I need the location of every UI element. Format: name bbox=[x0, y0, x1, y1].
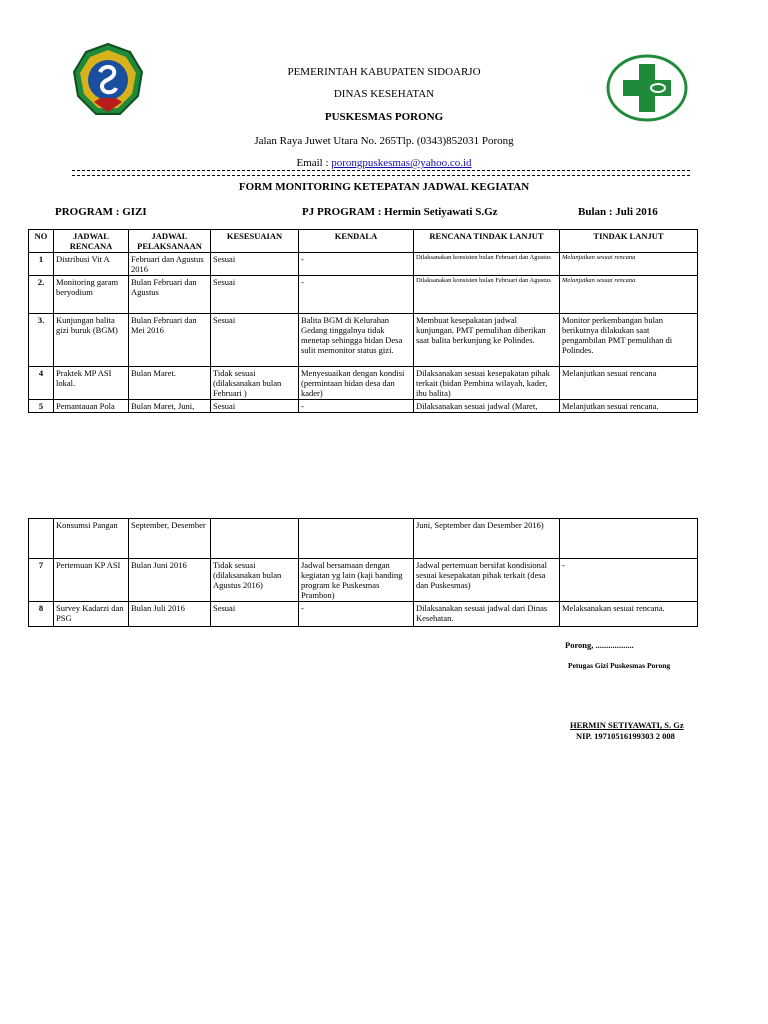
cell-tl: Melanjutkan sesuai rencana. bbox=[560, 400, 698, 413]
cell-pelaksanaan: Februari dan Agustus 2016 bbox=[129, 253, 211, 276]
cell-tl: Melanjutkan sesuai rencana bbox=[560, 367, 698, 400]
cell-tl: Melaksanakan sesuai rencana. bbox=[560, 602, 698, 627]
cell-rtl: Jadwal pertemuan bersifat kondisional sesuai kesepakatan pihak terkait (desa dan Puskesmas) bbox=[414, 559, 560, 602]
cell-no: 7 bbox=[29, 559, 54, 602]
cell-rtl: Juni, September dan Desember 2016) bbox=[414, 519, 560, 559]
col-header-kesesuaian: KESESUAIAN bbox=[211, 230, 299, 253]
cell-kesesuaian: Sesuai bbox=[211, 276, 299, 314]
cell-kendala: Menyesuaikan dengan kondisi (permintaan bidan desa dan kader) bbox=[299, 367, 414, 400]
cell-rencana: Pertemuan KP ASI bbox=[54, 559, 129, 602]
table-row bbox=[29, 519, 698, 559]
cell-no: 2. bbox=[29, 276, 54, 314]
cell-rencana: Distribusi Vit A bbox=[54, 253, 129, 276]
cell-tl: Melanjutkan sesuai rencana bbox=[560, 276, 698, 314]
cell-rencana: Kunjungan balita gizi buruk (BGM) bbox=[54, 314, 129, 367]
col-header-tindak-lanjut: TINDAK LANJUT bbox=[560, 230, 698, 253]
table-row bbox=[29, 559, 698, 602]
cell-kendala bbox=[299, 519, 414, 559]
cell-tl: - bbox=[560, 559, 698, 602]
cell-tl: Melanjutkan sesuai rencana bbox=[560, 253, 698, 276]
cell-rtl: Dilaksanakan sesuai jadwal (Maret, bbox=[414, 400, 560, 413]
cell-kesesuaian bbox=[211, 519, 299, 559]
cell-pelaksanaan: Bulan Maret. bbox=[129, 367, 211, 400]
cell-pelaksanaan: Bulan Februari dan Mei 2016 bbox=[129, 314, 211, 367]
cell-kesesuaian: Sesuai bbox=[211, 602, 299, 627]
cell-kesesuaian: Tidak sesuai (dilaksanakan bulan Februari ) bbox=[211, 367, 299, 400]
cell-pelaksanaan: September, Desember bbox=[129, 519, 211, 559]
signature-place-date: Porong, .................. bbox=[565, 640, 634, 650]
cell-rencana: Monitoring garam beryodium bbox=[54, 276, 129, 314]
cell-rtl: Dilaksanakan konsisten bulan Februari dan Agustus bbox=[414, 253, 560, 276]
col-header-no: NO bbox=[29, 230, 54, 253]
program-label: PROGRAM : GIZI bbox=[55, 206, 147, 218]
col-header-jadwal-pelaksanaan: JADWAL PELAKSANAAN bbox=[129, 230, 211, 253]
table-row bbox=[29, 253, 698, 276]
cell-rencana: Pemantauan Pola bbox=[54, 400, 129, 413]
col-header-rencana-tindak-lanjut: RENCANA TINDAK LANJUT bbox=[414, 230, 560, 253]
cell-kendala: - bbox=[299, 602, 414, 627]
signature-role: Petugas Gizi Puskesmas Porong bbox=[568, 661, 671, 670]
cell-no: 5 bbox=[29, 400, 54, 413]
email-label: Email : bbox=[296, 157, 332, 169]
table-row bbox=[29, 367, 698, 400]
header-puskesmas: PUSKESMAS PORONG bbox=[324, 111, 444, 123]
form-title: FORM MONITORING KETEPATAN JADWAL KEGIATAN bbox=[238, 181, 530, 193]
cell-no: 8 bbox=[29, 602, 54, 627]
cell-kendala: - bbox=[299, 253, 414, 276]
monitoring-table-continued bbox=[28, 518, 698, 627]
cell-no: 3. bbox=[29, 314, 54, 367]
cell-rencana: Praktek MP ASI lokal. bbox=[54, 367, 129, 400]
cell-no bbox=[29, 519, 54, 559]
cell-kesesuaian: Sesuai bbox=[211, 400, 299, 413]
cell-no: 1 bbox=[29, 253, 54, 276]
separator-line bbox=[72, 170, 690, 176]
sidoarjo-emblem-logo bbox=[70, 42, 146, 118]
col-header-jadwal-rencana: JADWAL RENCANA bbox=[54, 230, 129, 253]
table-row bbox=[29, 276, 698, 314]
cell-rtl: Dilaksanakan sesuai jadwal dari Dinas Kesehatan. bbox=[414, 602, 560, 627]
cell-rtl: Dilaksanakan konsisten bulan Februari dan Agustus bbox=[414, 276, 560, 314]
bulan-label: Bulan : Juli 2016 bbox=[578, 206, 658, 218]
pj-program-label: PJ PROGRAM : Hermin Setiyawati S.Gz bbox=[302, 206, 498, 218]
cell-tl: Monitor perkembangan bulan berikutnya dilakukan saat pengambilan PMT pemulihan di Polindes. bbox=[560, 314, 698, 367]
header-department: DINAS KESEHATAN bbox=[333, 88, 435, 100]
cell-kendala: - bbox=[299, 400, 414, 413]
cell-kesesuaian: Sesuai bbox=[211, 314, 299, 367]
cell-rencana: Konsumsi Pangan bbox=[54, 519, 129, 559]
cell-tl bbox=[560, 519, 698, 559]
cell-kendala: Jadwal bersamaan dengan kegiatan yg lain (kaji banding program ke Puskesmas Prambon) bbox=[299, 559, 414, 602]
cell-rtl: Membuat kesepakatan jadwal kunjungan. PMT pemulihan diberikan saat balita berkunjung ke Polindes. bbox=[414, 314, 560, 367]
header-address: Jalan Raya Juwet Utara No. 265Tlp. (0343)852031 Porong bbox=[254, 135, 514, 147]
cell-kendala: Balita BGM di Kelurahan Gedang tinggalnya tidak menetap sehingga bidan Desa sulit memonitor status gizi. bbox=[299, 314, 414, 367]
col-header-kendala: KENDALA bbox=[299, 230, 414, 253]
table-row bbox=[29, 602, 698, 627]
header-email bbox=[0, 157, 768, 169]
monitoring-table bbox=[28, 229, 698, 413]
table-row bbox=[29, 400, 698, 413]
cell-kesesuaian: Sesuai bbox=[211, 253, 299, 276]
cell-pelaksanaan: Bulan Juli 2016 bbox=[129, 602, 211, 627]
cell-kesesuaian: Tidak sesuai (dilaksanakan bulan Agustus 2016) bbox=[211, 559, 299, 602]
cell-pelaksanaan: Bulan Februari dan Agustus bbox=[129, 276, 211, 314]
cell-pelaksanaan: Bulan Maret, Juni, bbox=[129, 400, 211, 413]
cell-rencana: Survey Kadarzi dan PSG bbox=[54, 602, 129, 627]
table-header-row bbox=[29, 230, 698, 253]
cell-no: 4 bbox=[29, 367, 54, 400]
signature-nip: NIP. 19710516199303 2 008 bbox=[576, 731, 675, 741]
cell-pelaksanaan: Bulan Juni 2016 bbox=[129, 559, 211, 602]
cell-rtl: Dilaksanakan sesuai kesepakatan pihak terkait (bidan Pembina wilayah, kader, ibu balita) bbox=[414, 367, 560, 400]
email-link[interactable]: porongpuskesmas@yahoo.co.id bbox=[331, 157, 472, 169]
signature-name: HERMIN SETIYAWATI, S. Gz bbox=[570, 720, 684, 730]
header-government: PEMERINTAH KABUPATEN SIDOARJO bbox=[287, 66, 481, 78]
table-row bbox=[29, 314, 698, 367]
cell-kendala: - bbox=[299, 276, 414, 314]
